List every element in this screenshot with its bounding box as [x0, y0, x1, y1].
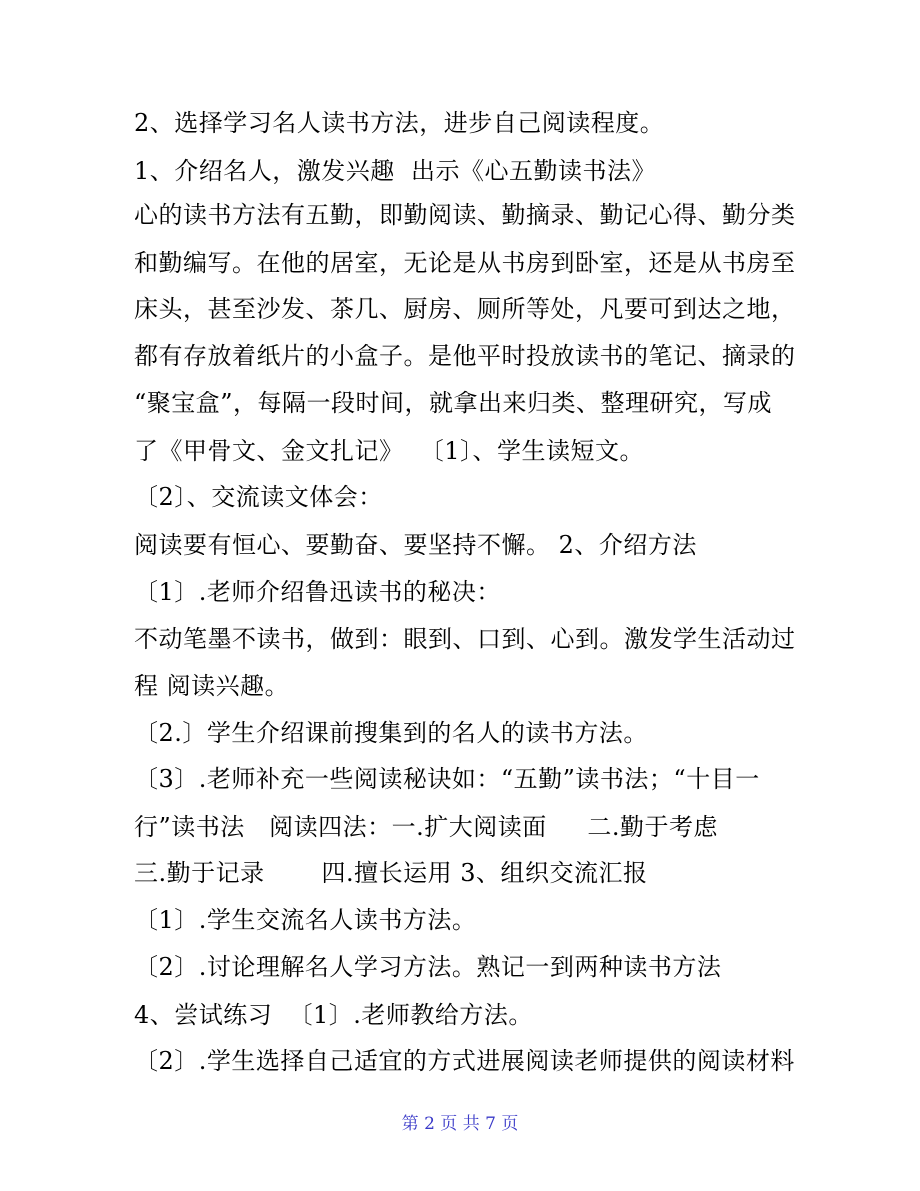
text-line: 心的读书方法有五勤，即勤阅读、勤摘录、勤记心得、勤分类 [134, 201, 796, 229]
text-line: 〔2.〕学生介绍课前搜集到的名人的读书方法。 [134, 719, 648, 747]
text-line: 不动笔墨不读书，做到：眼到、口到、心到。激发学生活动过 [134, 625, 796, 653]
text-line: 床头，甚至沙发、茶几、厨房、厕所等处，凡要可到达之地， [134, 295, 796, 323]
text-line: 4、尝试练习 〔1〕.老师教给方法。 [134, 1001, 533, 1029]
text-line: 〔2〕.学生选择自己适宜的方式进展阅读老师提供的阅读材料 [134, 1047, 795, 1075]
text-line: 1、介绍名人，激发兴趣 出示《心五勤读书法》 [134, 157, 657, 185]
text-line: 程 阅读兴趣。 [134, 672, 290, 700]
text-line: 〔2〕、交流读文体会： [134, 483, 383, 511]
text-line: 〔3〕.老师补充一些阅读秘诀如：“五勤”读书法；“十目一 [134, 765, 760, 793]
text-line: 2、选择学习名人读书方法，进步自己阅读程度。 [134, 109, 665, 137]
text-line: 和勤编写。在他的居室，无论是从书房到卧室，还是从书房至 [134, 249, 796, 277]
text-line: “聚宝盒”，每隔一段时间，就拿出来归类、整理研究，写成 [134, 389, 773, 417]
text-line: 了《甲骨文、金文扎记》 〔1〕、学生读短文。 [134, 437, 645, 465]
page-number-footer: 第 2 页 共 7 页 [401, 1114, 519, 1134]
text-line: 三.勤于记录 四.擅长运用 3、组织交流汇报 [134, 859, 648, 887]
text-line: 都有存放着纸片的小盒子。是他平时投放读书的笔记、摘录的 [134, 342, 796, 370]
text-line: 〔2〕.讨论理解名人学习方法。熟记一到两种读书方法 [134, 953, 722, 981]
text-line: 阅读要有恒心、要勤奋、要坚持不懈。 2、介绍方法 [134, 531, 697, 559]
text-line: 〔1〕.学生交流名人读书方法。 [134, 906, 477, 934]
text-line: 〔1〕.老师介绍鲁迅读书的秘决： [134, 578, 501, 606]
text-line: 行”读书法 阅读四法：一.扩大阅读面 二.勤于考虑 [134, 813, 719, 841]
